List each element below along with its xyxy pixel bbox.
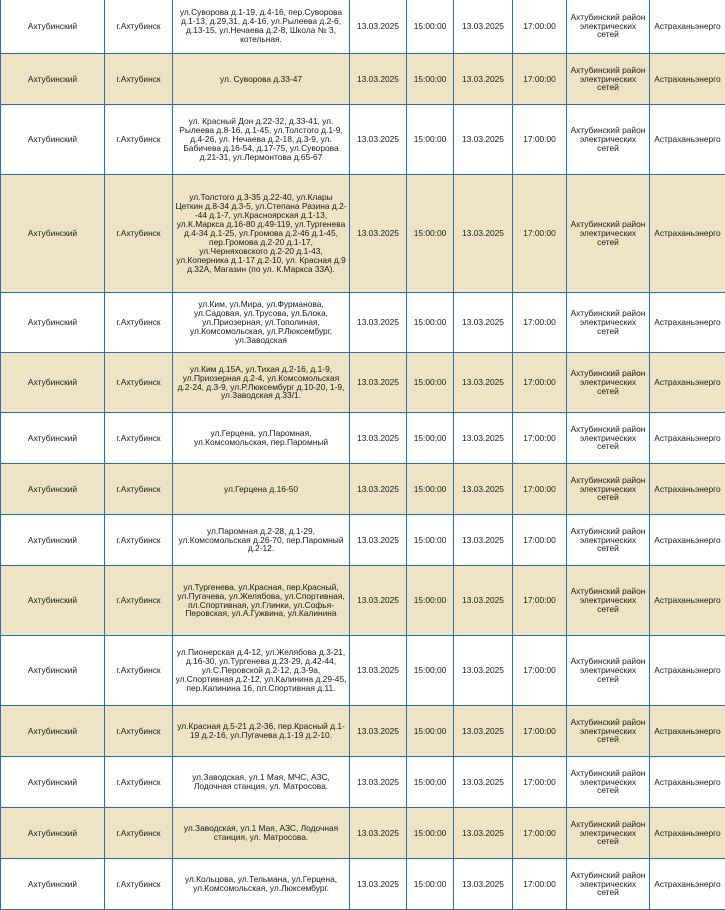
time-from-cell: 15:00:00 [407,566,454,636]
company-cell: Астраханьэнерго [650,515,725,566]
district-cell: Ахтубинский [1,175,105,293]
date-from-cell: 13.03.2025 [350,105,407,175]
date-to-cell: 13.03.2025 [454,566,513,636]
company-cell: Астраханьэнерго [650,105,725,175]
address-cell: ул.Толстого д.3-35 д.22-40, ул.Клары Цеткин д.8-34 д.3-5, ул.Степана Разина д.2--44 д.1-7, ул.Красноярская д.1-13, ул.К.Маркса д.16-80 д.49-119, ул.Тургенева д.4-34 д.1-25, ул.Громова д.2-46 д.1-45, пер.Громова д.2-20 д.1-17, ул.Черняховского д.2-20 д.1-43, ул.Коперника д.1-17 д.2-10, ул. Красная д.9 д.32А, Магазин (по ул. К.Маркса 33А). [173,175,350,293]
settlement-cell: г.Ахтубинск [105,293,173,353]
time-from-cell: 15:00:00 [407,515,454,566]
date-to-cell: 13.03.2025 [454,757,513,808]
table-row [1,859,725,910]
address-cell: ул.Суворова д.1-19, д.4-16, пер.Суворова д.1-13, д.29,31, д.4-16, ул.Рылеева д.2-6, д.13-15, ул.Нечаева д.2-8, Школа № 3, котельная. [173,0,350,54]
time-from-cell: 15:00:00 [407,808,454,859]
time-to-cell: 17:00:00 [513,353,567,413]
table-row [1,808,725,859]
settlement-cell: г.Ахтубинск [105,0,173,54]
table-row [1,413,725,464]
date-to-cell: 13.03.2025 [454,515,513,566]
time-from-cell: 15:00:00 [407,413,454,464]
time-from-cell: 15:00:00 [407,54,454,105]
time-to-cell: 17:00:00 [513,515,567,566]
district-cell: Ахтубинский [1,413,105,464]
table-row [1,105,725,175]
settlement-cell: г.Ахтубинск [105,859,173,910]
time-from-cell: 15:00:00 [407,175,454,293]
company-cell: Астраханьэнерго [650,54,725,105]
date-to-cell: 13.03.2025 [454,413,513,464]
company-cell: Астраханьэнерго [650,706,725,757]
time-to-cell: 17:00:00 [513,293,567,353]
district-cell: Ахтубинский [1,464,105,515]
company-cell: Астраханьэнерго [650,175,725,293]
company-cell: Астраханьэнерго [650,464,725,515]
date-from-cell: 13.03.2025 [350,757,407,808]
company-cell: Астраханьэнерго [650,808,725,859]
settlement-cell: г.Ахтубинск [105,808,173,859]
address-cell: ул.Герцена, ул.Паромная, ул.Комсомольская, пер.Паромный [173,413,350,464]
address-cell: ул.Тургенева, ул.Красная, пер.Красный, ул.Пугачева, ул.Желябова, ул.Спортивная, пл.Спортивная, ул.Глинки, ул.Софья-Перовская, ул.А.Гужвина, ул.Калинина [173,566,350,636]
time-from-cell: 15:00:00 [407,757,454,808]
date-to-cell: 13.03.2025 [454,706,513,757]
date-from-cell: 13.03.2025 [350,353,407,413]
company-cell: Астраханьэнерго [650,757,725,808]
network-cell: Ахтубинский район электрических сетей [567,0,650,54]
address-cell: ул.Пионерская д.4-12, ул.Желябова д.3-21, д.16-30, ул.Тургенева д.23-29, д.42-44, ул.С.Перовской д.2-12, д.3-9а, ул.Спортивная д.2-12, ул.Калинина д.29-45, пер.Калинина 16, пл.Спортивная д.11. [173,636,350,706]
date-from-cell: 13.03.2025 [350,566,407,636]
table-row [1,293,725,353]
time-to-cell: 17:00:00 [513,808,567,859]
table-row [1,464,725,515]
network-cell: Ахтубинский район электрических сетей [567,353,650,413]
date-from-cell: 13.03.2025 [350,413,407,464]
district-cell: Ахтубинский [1,353,105,413]
network-cell: Ахтубинский район электрических сетей [567,54,650,105]
time-from-cell: 15:00:00 [407,859,454,910]
date-from-cell: 13.03.2025 [350,54,407,105]
table-row [1,353,725,413]
table-row [1,515,725,566]
table-row [1,636,725,706]
network-cell: Ахтубинский район электрических сетей [567,105,650,175]
settlement-cell: г.Ахтубинск [105,636,173,706]
network-cell: Ахтубинский район электрических сетей [567,413,650,464]
time-to-cell: 17:00:00 [513,859,567,910]
settlement-cell: г.Ахтубинск [105,706,173,757]
network-cell: Ахтубинский район электрических сетей [567,293,650,353]
time-from-cell: 15:00:00 [407,464,454,515]
district-cell: Ахтубинский [1,706,105,757]
company-cell: Астраханьэнерго [650,566,725,636]
address-cell: ул. Суворова д.33-47 [173,54,350,105]
settlement-cell: г.Ахтубинск [105,105,173,175]
date-from-cell: 13.03.2025 [350,636,407,706]
time-from-cell: 15:00:00 [407,353,454,413]
settlement-cell: г.Ахтубинск [105,566,173,636]
network-cell: Ахтубинский район электрических сетей [567,808,650,859]
date-to-cell: 13.03.2025 [454,636,513,706]
table-row [1,757,725,808]
date-from-cell: 13.03.2025 [350,808,407,859]
company-cell: Астраханьэнерго [650,353,725,413]
company-cell: Астраханьэнерго [650,0,725,54]
time-to-cell: 17:00:00 [513,0,567,54]
company-cell: Астраханьэнерго [650,413,725,464]
settlement-cell: г.Ахтубинск [105,757,173,808]
date-from-cell: 13.03.2025 [350,0,407,54]
date-to-cell: 13.03.2025 [454,808,513,859]
date-to-cell: 13.03.2025 [454,859,513,910]
network-cell: Ахтубинский район электрических сетей [567,757,650,808]
district-cell: Ахтубинский [1,566,105,636]
address-cell: ул. Красный Дон д.22-32, д.33-41, ул. Рылеева д.8-16, д.1-45, ул.Толстого д.1-9, д.4-26, ул. Нечаева д.2-18, д.3-9, ул. Бабичева д.16-54, д.17-75, ул.Суворова д.21-31, ул.Лермонтова д.65-67 [173,105,350,175]
table-row [1,706,725,757]
time-to-cell: 17:00:00 [513,636,567,706]
date-to-cell: 13.03.2025 [454,175,513,293]
district-cell: Ахтубинский [1,293,105,353]
network-cell: Ахтубинский район электрических сетей [567,859,650,910]
time-to-cell: 17:00:00 [513,413,567,464]
date-to-cell: 13.03.2025 [454,105,513,175]
date-from-cell: 13.03.2025 [350,175,407,293]
address-cell: ул.Ким д.15А, ул.Тихая д.2-16, д.1-9, ул.Приозерная д.2-4, ул.Комсомольская д.2-24, д.3-9, ул.Р.Люксембург д.10-20, 1-9, ул.Заводская д.33/1. [173,353,350,413]
company-cell: Астраханьэнерго [650,859,725,910]
network-cell: Ахтубинский район электрических сетей [567,515,650,566]
settlement-cell: г.Ахтубинск [105,175,173,293]
time-to-cell: 17:00:00 [513,105,567,175]
company-cell: Астраханьэнерго [650,293,725,353]
network-cell: Ахтубинский район электрических сетей [567,706,650,757]
date-to-cell: 13.03.2025 [454,293,513,353]
district-cell: Ахтубинский [1,636,105,706]
time-to-cell: 17:00:00 [513,464,567,515]
date-from-cell: 13.03.2025 [350,859,407,910]
settlement-cell: г.Ахтубинск [105,413,173,464]
date-to-cell: 13.03.2025 [454,54,513,105]
network-cell: Ахтубинский район электрических сетей [567,636,650,706]
address-cell: ул.Герцена д.16-50 [173,464,350,515]
table-row [1,54,725,105]
district-cell: Ахтубинский [1,515,105,566]
company-cell: Астраханьэнерго [650,636,725,706]
time-from-cell: 15:00:00 [407,105,454,175]
date-from-cell: 13.03.2025 [350,464,407,515]
settlement-cell: г.Ахтубинск [105,464,173,515]
date-from-cell: 13.03.2025 [350,706,407,757]
time-from-cell: 15:00:00 [407,636,454,706]
time-from-cell: 15:00:00 [407,706,454,757]
network-cell: Ахтубинский район электрических сетей [567,566,650,636]
table-row [1,566,725,636]
time-from-cell: 15:00:00 [407,293,454,353]
date-from-cell: 13.03.2025 [350,293,407,353]
time-to-cell: 17:00:00 [513,706,567,757]
district-cell: Ахтубинский [1,54,105,105]
network-cell: Ахтубинский район электрических сетей [567,175,650,293]
date-to-cell: 13.03.2025 [454,464,513,515]
table-row [1,0,725,54]
network-cell: Ахтубинский район электрических сетей [567,464,650,515]
address-cell: ул.Заводская, ул.1 Мая, МЧС, АЗС, Лодочная станция, ул. Матросова. [173,757,350,808]
address-cell: ул.Заводская, ул.1 Мая, АЗС, Лодочная станция, ул. Матросова. [173,808,350,859]
district-cell: Ахтубинский [1,808,105,859]
address-cell: ул.Красная д.5-21 д.2-36, пер.Красный д.1-19 д.2-16, ул.Пугачева д.1-19 д.2-10. [173,706,350,757]
district-cell: Ахтубинский [1,757,105,808]
district-cell: Ахтубинский [1,859,105,910]
time-to-cell: 17:00:00 [513,54,567,105]
address-cell: ул.Кольцова, ул.Тельмана, ул.Герцена, ул.Комсомольская, ул.Люксембург. [173,859,350,910]
time-from-cell: 15:00:00 [407,0,454,54]
settlement-cell: г.Ахтубинск [105,353,173,413]
date-to-cell: 13.03.2025 [454,353,513,413]
district-cell: Ахтубинский [1,0,105,54]
time-to-cell: 17:00:00 [513,566,567,636]
date-from-cell: 13.03.2025 [350,515,407,566]
date-to-cell: 13.03.2025 [454,0,513,54]
settlement-cell: г.Ахтубинск [105,515,173,566]
time-to-cell: 17:00:00 [513,175,567,293]
settlement-cell: г.Ахтубинск [105,54,173,105]
address-cell: ул.Паромная д.2-28, д.1-29, ул.Комсомольская д.26-70, пер.Паромный д.2-12. [173,515,350,566]
address-cell: ул.Ким, ул.Мира, ул.Фурманова, ул.Садовая, ул.Трусова, ул.Блока, ул.Приозерная, ул.Тополиная, ул.Комсомольская, ул.Р.Люксембург, ул.Заводская [173,293,350,353]
time-to-cell: 17:00:00 [513,757,567,808]
district-cell: Ахтубинский [1,105,105,175]
table-row [1,175,725,293]
